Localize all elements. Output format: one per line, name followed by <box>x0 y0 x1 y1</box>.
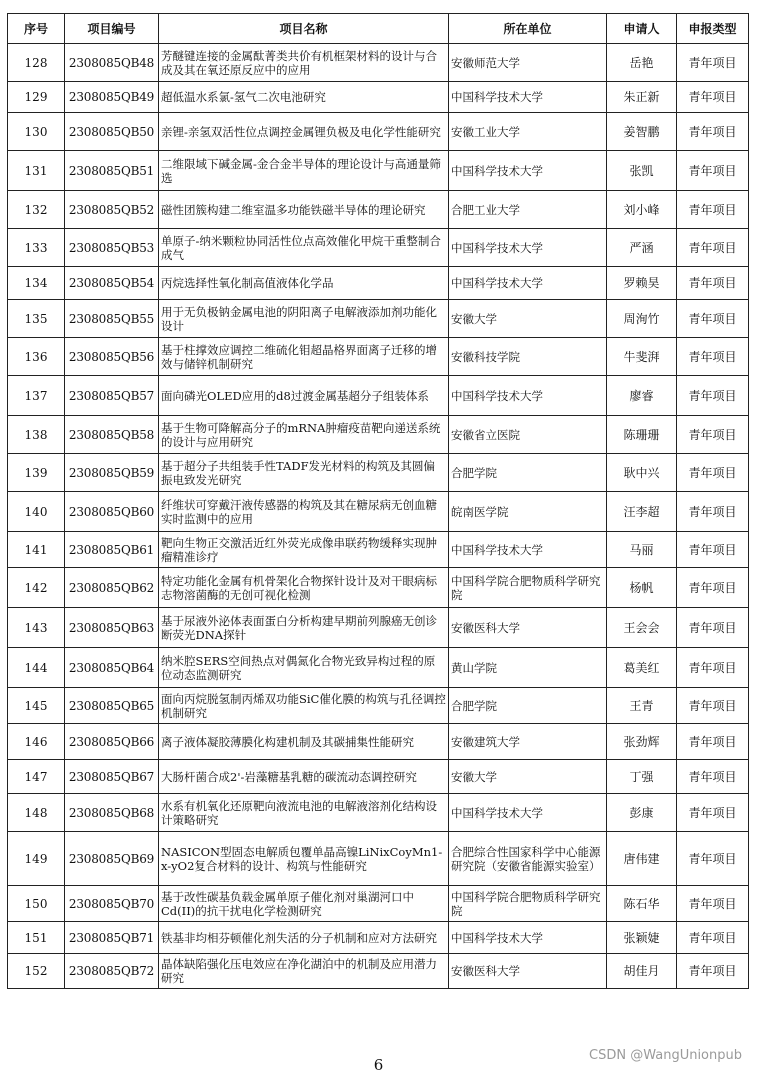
table-row <box>8 151 749 191</box>
cell-project-code: 2308085QB67 <box>65 760 159 794</box>
cell-project-code: 2308085QB72 <box>65 954 159 989</box>
cell-project-title: 面向丙烷脱氢制丙烯双功能SiC催化膜的构筑与孔径调控机制研究 <box>159 688 449 724</box>
cell-project-code: 2308085QB50 <box>65 113 159 151</box>
cell-project-type: 青年项目 <box>677 113 749 151</box>
table-row <box>8 832 749 886</box>
cell-seq: 135 <box>8 300 65 338</box>
cell-project-code: 2308085QB64 <box>65 648 159 688</box>
cell-seq: 138 <box>8 416 65 454</box>
cell-project-code: 2308085QB55 <box>65 300 159 338</box>
cell-seq: 139 <box>8 454 65 492</box>
table-row <box>8 794 749 832</box>
cell-seq: 128 <box>8 44 65 82</box>
cell-project-code: 2308085QB66 <box>65 724 159 760</box>
cell-project-type: 青年项目 <box>677 922 749 954</box>
cell-project-type: 青年项目 <box>677 338 749 376</box>
cell-applicant: 唐伟建 <box>607 832 677 886</box>
cell-project-code: 2308085QB65 <box>65 688 159 724</box>
cell-project-type: 青年项目 <box>677 492 749 532</box>
cell-seq: 146 <box>8 724 65 760</box>
cell-project-type: 青年项目 <box>677 82 749 113</box>
page-number: 6 <box>373 1056 384 1074</box>
cell-organization: 安徽大学 <box>449 760 607 794</box>
cell-project-type: 青年项目 <box>677 44 749 82</box>
cell-project-title: 二维限域下碱金属-金合金半导体的理论设计与高通量筛选 <box>159 151 449 191</box>
cell-applicant: 刘小峰 <box>607 191 677 229</box>
table-row <box>8 376 749 416</box>
cell-project-type: 青年项目 <box>677 191 749 229</box>
table-row <box>8 532 749 568</box>
cell-project-title: 基于超分子共组装手性TADF发光材料的构筑及其圆偏振电致发光研究 <box>159 454 449 492</box>
cell-organization: 合肥学院 <box>449 688 607 724</box>
table-row <box>8 267 749 300</box>
cell-organization: 安徽师范大学 <box>449 44 607 82</box>
cell-seq: 137 <box>8 376 65 416</box>
cell-seq: 149 <box>8 832 65 886</box>
cell-organization: 安徽大学 <box>449 300 607 338</box>
cell-seq: 140 <box>8 492 65 532</box>
table-row <box>8 608 749 648</box>
cell-organization: 中国科学技术大学 <box>449 922 607 954</box>
cell-organization: 安徽建筑大学 <box>449 724 607 760</box>
header-seq: 序号 <box>8 14 65 44</box>
cell-project-title: 纳米腔SERS空间热点对偶氮化合物光致异构过程的原位动态监测研究 <box>159 648 449 688</box>
cell-project-type: 青年项目 <box>677 608 749 648</box>
cell-organization: 中国科学技术大学 <box>449 229 607 267</box>
cell-project-code: 2308085QB58 <box>65 416 159 454</box>
cell-project-code: 2308085QB57 <box>65 376 159 416</box>
cell-project-code: 2308085QB49 <box>65 82 159 113</box>
cell-project-type: 青年项目 <box>677 568 749 608</box>
cell-project-type: 青年项目 <box>677 794 749 832</box>
cell-seq: 129 <box>8 82 65 113</box>
cell-applicant: 张劲辉 <box>607 724 677 760</box>
cell-project-type: 青年项目 <box>677 267 749 300</box>
cell-project-title: 芳醚键连接的金属酞菁类共价有机框架材料的设计与合成及其在氧还原反应中的应用 <box>159 44 449 82</box>
cell-organization: 中国科学技术大学 <box>449 82 607 113</box>
cell-applicant: 姜智鹏 <box>607 113 677 151</box>
cell-seq: 151 <box>8 922 65 954</box>
cell-project-title: 基于尿液外泌体表面蛋白分析构建早期前列腺癌无创诊断荧光DNA探针 <box>159 608 449 648</box>
cell-applicant: 朱正新 <box>607 82 677 113</box>
cell-project-code: 2308085QB52 <box>65 191 159 229</box>
cell-organization: 黄山学院 <box>449 648 607 688</box>
cell-project-title: 面向磷光OLED应用的d8过渡金属基超分子组装体系 <box>159 376 449 416</box>
cell-project-type: 青年项目 <box>677 954 749 989</box>
cell-project-code: 2308085QB71 <box>65 922 159 954</box>
project-table <box>7 13 749 989</box>
cell-project-code: 2308085QB69 <box>65 832 159 886</box>
cell-organization: 中国科学技术大学 <box>449 376 607 416</box>
cell-applicant: 严涵 <box>607 229 677 267</box>
cell-project-title: 亲锂-亲氢双活性位点调控金属锂负极及电化学性能研究 <box>159 113 449 151</box>
cell-seq: 144 <box>8 648 65 688</box>
cell-organization: 中国科学技术大学 <box>449 794 607 832</box>
cell-project-code: 2308085QB63 <box>65 608 159 648</box>
cell-project-code: 2308085QB53 <box>65 229 159 267</box>
cell-project-type: 青年项目 <box>677 724 749 760</box>
cell-project-code: 2308085QB59 <box>65 454 159 492</box>
cell-organization: 安徽医科大学 <box>449 608 607 648</box>
cell-applicant: 周洵竹 <box>607 300 677 338</box>
cell-seq: 136 <box>8 338 65 376</box>
cell-project-code: 2308085QB70 <box>65 886 159 922</box>
table-row <box>8 300 749 338</box>
cell-applicant: 汪李超 <box>607 492 677 532</box>
table-row <box>8 492 749 532</box>
cell-organization: 中国科学技术大学 <box>449 151 607 191</box>
cell-project-type: 青年项目 <box>677 886 749 922</box>
header-organization: 所在单位 <box>449 14 607 44</box>
cell-seq: 142 <box>8 568 65 608</box>
cell-seq: 133 <box>8 229 65 267</box>
cell-project-title: 超低温水系氯-氢气二次电池研究 <box>159 82 449 113</box>
cell-seq: 145 <box>8 688 65 724</box>
cell-applicant: 彭康 <box>607 794 677 832</box>
cell-applicant: 丁强 <box>607 760 677 794</box>
cell-seq: 148 <box>8 794 65 832</box>
cell-seq: 152 <box>8 954 65 989</box>
cell-applicant: 廖睿 <box>607 376 677 416</box>
cell-organization: 安徽工业大学 <box>449 113 607 151</box>
cell-organization: 中国科学院合肥物质科学研究院 <box>449 568 607 608</box>
header-project-type: 申报类型 <box>677 14 749 44</box>
cell-project-type: 青年项目 <box>677 376 749 416</box>
cell-project-type: 青年项目 <box>677 832 749 886</box>
cell-organization: 合肥综合性国家科学中心能源研究院（安徽省能源实验室） <box>449 832 607 886</box>
table-row <box>8 82 749 113</box>
cell-applicant: 陈石华 <box>607 886 677 922</box>
cell-project-code: 2308085QB56 <box>65 338 159 376</box>
cell-project-title: NASICON型固态电解质包覆单晶高镍LiNixCoyMn1-x-yO2复合材料的设计、构筑与性能研究 <box>159 832 449 886</box>
table-row <box>8 724 749 760</box>
cell-project-code: 2308085QB54 <box>65 267 159 300</box>
table-row <box>8 648 749 688</box>
cell-applicant: 王青 <box>607 688 677 724</box>
table-row <box>8 886 749 922</box>
table-header-row <box>8 14 749 44</box>
cell-project-type: 青年项目 <box>677 454 749 492</box>
table-row <box>8 229 749 267</box>
cell-project-title: 晶体缺陷强化压电效应在净化湖泊中的机制及应用潜力研究 <box>159 954 449 989</box>
header-applicant: 申请人 <box>607 14 677 44</box>
table-row <box>8 416 749 454</box>
cell-project-title: 铁基非均相芬顿催化剂失活的分子机制和应对方法研究 <box>159 922 449 954</box>
cell-organization: 皖南医学院 <box>449 492 607 532</box>
cell-project-type: 青年项目 <box>677 416 749 454</box>
cell-applicant: 陈珊珊 <box>607 416 677 454</box>
cell-organization: 安徽省立医院 <box>449 416 607 454</box>
cell-organization: 合肥学院 <box>449 454 607 492</box>
cell-project-type: 青年项目 <box>677 229 749 267</box>
table-row <box>8 44 749 82</box>
cell-applicant: 岳艳 <box>607 44 677 82</box>
cell-seq: 143 <box>8 608 65 648</box>
table-row <box>8 338 749 376</box>
cell-seq: 130 <box>8 113 65 151</box>
cell-project-title: 单原子-纳米颗粒协同活性位点高效催化甲烷干重整制合成气 <box>159 229 449 267</box>
cell-project-type: 青年项目 <box>677 648 749 688</box>
cell-project-title: 大肠杆菌合成2'-岩藻糖基乳糖的碳流动态调控研究 <box>159 760 449 794</box>
cell-organization: 安徽医科大学 <box>449 954 607 989</box>
cell-applicant: 耿中兴 <box>607 454 677 492</box>
cell-project-title: 基于柱撑效应调控二维硫化钼超晶格界面离子迁移的增效与储锌机制研究 <box>159 338 449 376</box>
cell-organization: 中国科学技术大学 <box>449 267 607 300</box>
cell-applicant: 牛斐湃 <box>607 338 677 376</box>
cell-organization: 合肥工业大学 <box>449 191 607 229</box>
cell-seq: 150 <box>8 886 65 922</box>
cell-organization: 中国科学院合肥物质科学研究院 <box>449 886 607 922</box>
table-row <box>8 568 749 608</box>
cell-seq: 141 <box>8 532 65 568</box>
cell-project-type: 青年项目 <box>677 300 749 338</box>
cell-project-title: 基于生物可降解高分子的mRNA肿瘤疫苗靶向递送系统的设计与应用研究 <box>159 416 449 454</box>
cell-project-code: 2308085QB62 <box>65 568 159 608</box>
cell-project-code: 2308085QB60 <box>65 492 159 532</box>
table-row <box>8 922 749 954</box>
cell-organization: 中国科学技术大学 <box>449 532 607 568</box>
cell-project-code: 2308085QB51 <box>65 151 159 191</box>
cell-project-title: 靶向生物正交激活近红外荧光成像串联药物缓释实现肿瘤精准诊疗 <box>159 532 449 568</box>
cell-project-title: 磁性团簇构建二维室温多功能铁磁半导体的理论研究 <box>159 191 449 229</box>
cell-seq: 147 <box>8 760 65 794</box>
cell-project-code: 2308085QB68 <box>65 794 159 832</box>
cell-applicant: 张颖婕 <box>607 922 677 954</box>
cell-project-title: 丙烷选择性氧化制高值液体化学品 <box>159 267 449 300</box>
cell-project-type: 青年项目 <box>677 151 749 191</box>
cell-applicant: 葛美红 <box>607 648 677 688</box>
cell-project-title: 基于改性碳基负载金属单原子催化剂对巢湖河口中Cd(II)的抗干扰电化学检测研究 <box>159 886 449 922</box>
cell-applicant: 杨帆 <box>607 568 677 608</box>
cell-seq: 132 <box>8 191 65 229</box>
table-row <box>8 191 749 229</box>
table-row <box>8 113 749 151</box>
table-row <box>8 688 749 724</box>
table-row <box>8 760 749 794</box>
cell-project-title: 离子液体凝胶薄膜化构建机制及其碳捕集性能研究 <box>159 724 449 760</box>
cell-applicant: 王会会 <box>607 608 677 648</box>
cell-applicant: 胡佳月 <box>607 954 677 989</box>
cell-project-type: 青年项目 <box>677 760 749 794</box>
cell-project-code: 2308085QB48 <box>65 44 159 82</box>
cell-applicant: 张凯 <box>607 151 677 191</box>
header-project-title: 项目名称 <box>159 14 449 44</box>
cell-project-code: 2308085QB61 <box>65 532 159 568</box>
cell-applicant: 罗赖昊 <box>607 267 677 300</box>
table-row <box>8 954 749 989</box>
header-project-code: 项目编号 <box>65 14 159 44</box>
cell-organization: 安徽科技学院 <box>449 338 607 376</box>
cell-seq: 131 <box>8 151 65 191</box>
cell-project-title: 纤维状可穿戴汗液传感器的构筑及其在糖尿病无创血糖实时监测中的应用 <box>159 492 449 532</box>
cell-project-title: 用于无负极钠金属电池的阴阳离子电解液添加剂功能化设计 <box>159 300 449 338</box>
cell-project-type: 青年项目 <box>677 532 749 568</box>
cell-applicant: 马丽 <box>607 532 677 568</box>
table-row <box>8 454 749 492</box>
watermark: CSDN @WangUnionpub <box>589 1048 742 1063</box>
cell-project-title: 水系有机氧化还原靶向液流电池的电解液溶剂化结构设计策略研究 <box>159 794 449 832</box>
cell-seq: 134 <box>8 267 65 300</box>
cell-project-type: 青年项目 <box>677 688 749 724</box>
cell-project-title: 特定功能化金属有机骨架化合物探针设计及对干眼病标志物溶菌酶的无创可视化检测 <box>159 568 449 608</box>
